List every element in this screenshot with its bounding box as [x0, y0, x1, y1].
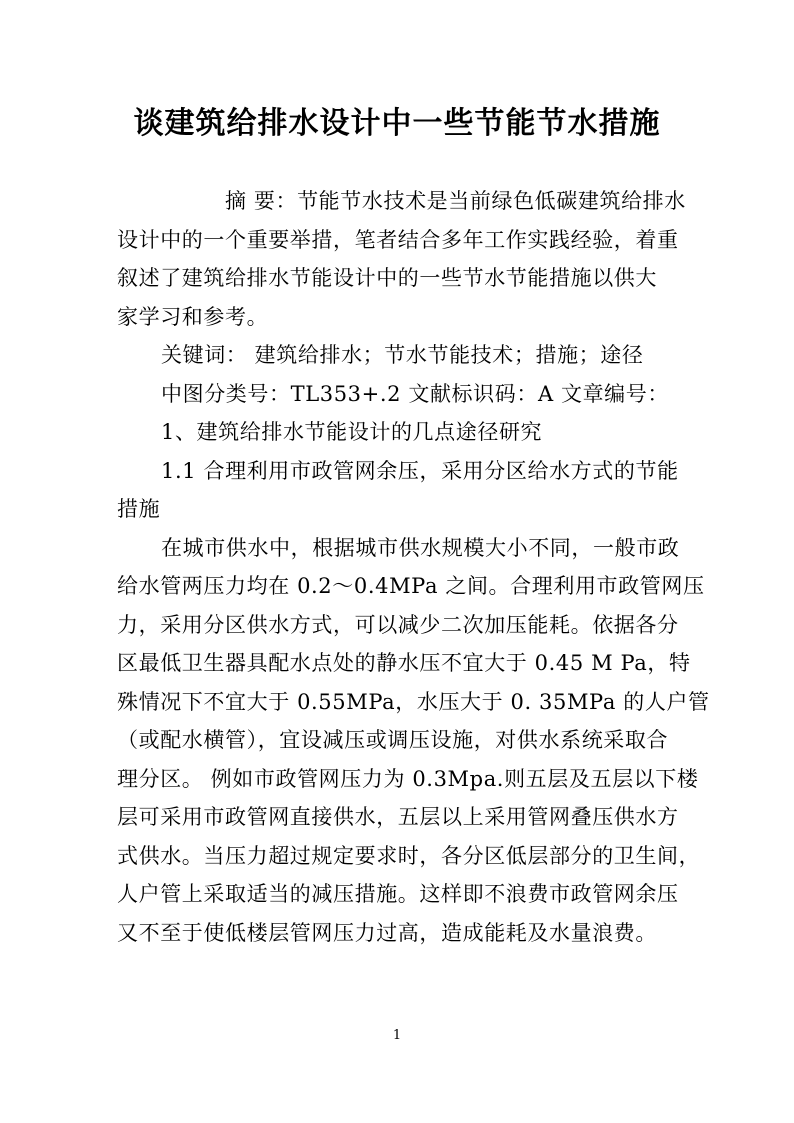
abstract-line: 摘 要：节能节水技术是当前绿色低碳建筑给排水 — [225, 189, 686, 213]
abstract-line: 家学习和参考。 — [117, 304, 269, 329]
paragraph-line: 人户管上采取适当的减压措施。这样即不浪费市政管网余压 — [117, 882, 679, 906]
paragraph-line: 理分区。 例如市政管网压力为 0.3Mpa.则五层及五层以下楼 — [117, 766, 699, 791]
paragraph-line: （或配水横管），宜设减压或调压设施，对供水系统采取合 — [117, 728, 669, 752]
page-number: 1 — [392, 1028, 402, 1043]
paragraph-line: 式供水。当压力超过规定要求时，各分区低层部分的卫生间， — [117, 843, 701, 868]
abstract-line: 设计中的一个重要举措，笔者结合多年工作实践经验，着重 — [117, 227, 679, 252]
section-heading: 1、建筑给排水节能设计的几点途径研究 — [161, 420, 543, 444]
paragraph-line: 区最低卫生器具配水点处的静水压不宜大于 0.45 M Pa，特 — [117, 651, 691, 675]
paragraph-line: 层可采用市政管网直接供水，五层以上采用管网叠压供水方 — [117, 805, 679, 829]
document-body — [117, 182, 710, 952]
paragraph-line: 力，采用分区供水方式，可以减少二次加压能耗。依据各分 — [117, 612, 679, 637]
paragraph-line: 给水管两压力均在 0.2～0.4MPa 之间。合理利用市政管网压 — [117, 574, 705, 598]
paragraph-line: 在城市供水中，根据城市供水规模大小不同，一般市政 — [161, 535, 680, 560]
subsection-heading-line: 1.1 合理利用市政管网余压，采用分区给水方式的节能 — [161, 458, 679, 483]
classification-line: 中图分类号：TL353+.2 文献标识码：A 文章编号： — [161, 381, 669, 406]
paragraph-line: 殊情况下不宜大于 0.55MPa，水压大于 0. 35MPa 的人户管 — [117, 689, 710, 714]
paragraph-line: 又不至于使低楼层管网压力过高，造成能耗及水量浪费。 — [117, 920, 657, 945]
keywords-line: 关键词： 建筑给排水；节水节能技术；措施；途径 — [161, 343, 644, 367]
abstract-line: 叙述了建筑给排水节能设计中的一些节水节能措施以供大 — [117, 266, 657, 290]
subsection-heading-line: 措施 — [117, 497, 161, 521]
document-title: 谈建筑给排水设计中一些节能节水措施 — [133, 106, 661, 141]
